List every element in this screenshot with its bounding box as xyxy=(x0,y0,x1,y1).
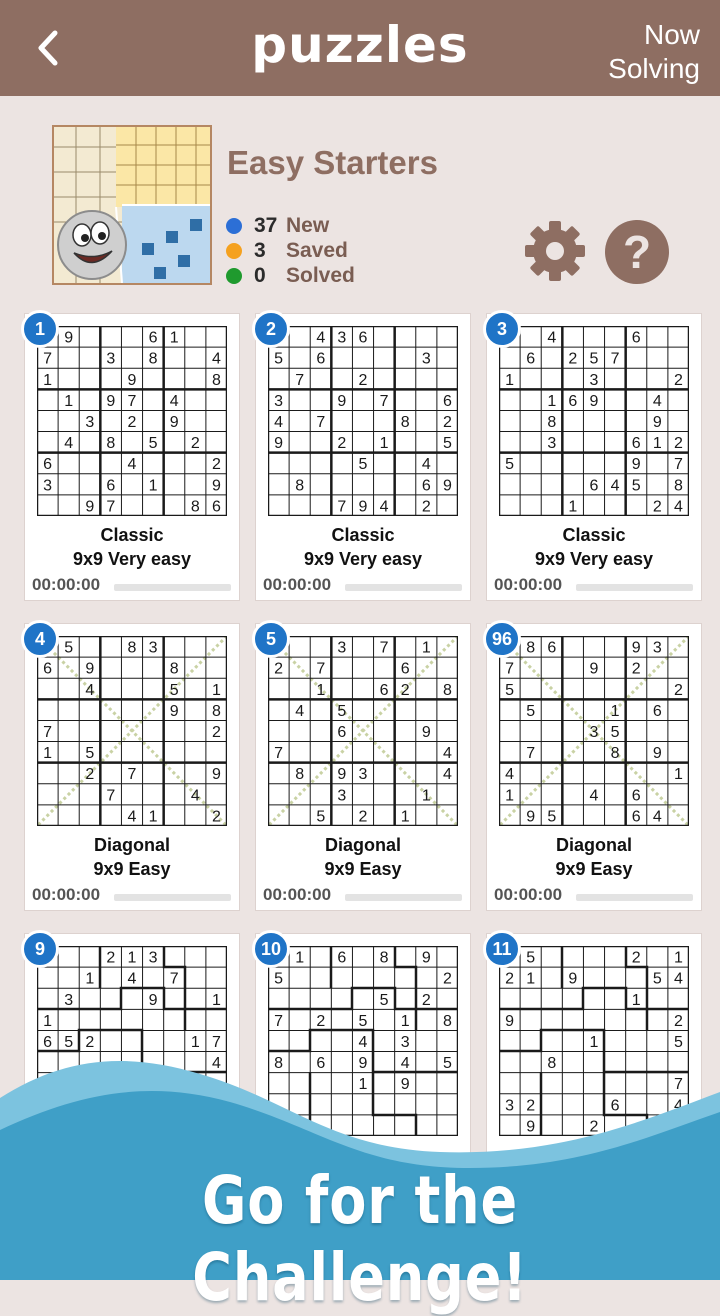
given-digit: 3 xyxy=(43,477,53,495)
given-digit: 9 xyxy=(274,435,284,453)
given-digit: 7 xyxy=(673,1076,683,1094)
given-digit: 6 xyxy=(631,808,641,826)
given-digit: 7 xyxy=(274,745,284,763)
given-digit: 6 xyxy=(316,1055,326,1073)
given-digit: 8 xyxy=(442,681,452,699)
given-digit: 8 xyxy=(148,350,158,368)
given-digit: 5 xyxy=(526,949,536,967)
given-digit: 1 xyxy=(295,949,305,967)
given-digit: 9 xyxy=(211,477,221,495)
given-digit: 5 xyxy=(358,1012,368,1030)
given-digit: 6 xyxy=(337,724,347,741)
given-digit: 3 xyxy=(652,639,662,657)
given-digit: 1 xyxy=(316,681,326,699)
given-digit: 2 xyxy=(505,970,515,988)
given-digit: 3 xyxy=(106,350,116,368)
given-digit: 4 xyxy=(400,1055,410,1073)
given-digit: 1 xyxy=(127,949,137,967)
given-digit: 8 xyxy=(169,660,179,678)
given-digit: 9 xyxy=(652,414,662,431)
given-digit: 3 xyxy=(547,435,557,453)
given-digit: 6 xyxy=(568,392,578,410)
given-digit: 8 xyxy=(127,639,137,657)
given-digit: 5 xyxy=(526,702,536,720)
puzzle-card[interactable] xyxy=(25,314,239,600)
given-digit: 1 xyxy=(85,970,95,988)
given-digit: 7 xyxy=(316,660,326,678)
given-digit: 7 xyxy=(673,456,683,474)
given-digit: 4 xyxy=(610,477,620,495)
given-digit: 4 xyxy=(274,414,284,431)
now-solving-line2: Solving xyxy=(608,53,700,84)
given-digit: 4 xyxy=(211,1055,221,1073)
given-digit: 5 xyxy=(652,970,662,988)
given-digit: 7 xyxy=(379,392,389,410)
given-digit: 5 xyxy=(337,702,347,720)
given-digit: 8 xyxy=(547,414,557,431)
given-digit: 9 xyxy=(442,477,452,495)
given-digit: 4 xyxy=(295,702,305,720)
puzzle-level: 9x9 Very easy xyxy=(72,549,192,569)
given-digit: 3 xyxy=(274,392,284,410)
given-digit: 4 xyxy=(316,329,326,347)
given-digit: 5 xyxy=(610,724,620,741)
given-digit: 3 xyxy=(337,329,347,347)
puzzle-card[interactable] xyxy=(25,624,239,910)
given-digit: 9 xyxy=(358,498,368,516)
given-digit: 4 xyxy=(379,498,389,516)
given-digit: 2 xyxy=(85,766,95,784)
given-digit: 9 xyxy=(589,660,599,678)
given-digit: 9 xyxy=(106,392,116,410)
given-digit: 5 xyxy=(148,435,158,453)
given-digit: 2 xyxy=(652,498,662,516)
given-digit: 5 xyxy=(442,1055,452,1073)
given-digit: 6 xyxy=(379,681,389,699)
puzzle-number-badge: 5 xyxy=(252,620,290,658)
given-digit: 7 xyxy=(43,724,53,741)
given-digit: 2 xyxy=(673,435,683,453)
given-digit: 9 xyxy=(148,991,158,1009)
given-digit: 8 xyxy=(442,1012,452,1030)
puzzle-number-badge: 96 xyxy=(483,620,521,658)
collection-stats xyxy=(226,213,355,288)
given-digit: 7 xyxy=(274,1012,284,1030)
given-digit: 9 xyxy=(64,329,74,347)
given-digit: 7 xyxy=(505,660,515,678)
given-digit: 4 xyxy=(442,766,452,784)
given-digit: 6 xyxy=(106,477,116,495)
puzzle-type: Diagonal xyxy=(555,835,632,855)
given-digit: 9 xyxy=(526,808,536,826)
given-digit: 2 xyxy=(421,498,431,516)
puzzle-progress-bar xyxy=(114,894,231,901)
given-digit: 3 xyxy=(148,949,158,967)
given-digit: 7 xyxy=(106,498,116,516)
puzzle-grid-preview xyxy=(268,636,458,826)
puzzle-level: 9x9 Easy xyxy=(555,859,633,879)
given-digit: 9 xyxy=(568,970,578,988)
given-digit: 3 xyxy=(337,639,347,657)
given-digit: 5 xyxy=(379,991,389,1009)
given-digit: 1 xyxy=(43,371,53,389)
given-digit: 7 xyxy=(106,787,116,805)
top-bar xyxy=(0,0,720,96)
stat-new: 37 New xyxy=(226,213,355,238)
given-digit: 3 xyxy=(337,787,347,805)
given-digit: 1 xyxy=(211,991,221,1009)
given-digit: 7 xyxy=(127,392,137,410)
given-digit: 1 xyxy=(148,477,158,495)
given-digit: 3 xyxy=(64,991,74,1009)
given-digit: 4 xyxy=(190,787,200,805)
given-digit: 5 xyxy=(274,970,284,988)
puzzle-progress-bar xyxy=(114,584,231,591)
puzzle-timer: 00:00:00 xyxy=(32,575,101,594)
given-digit: 5 xyxy=(505,681,515,699)
given-digit: 5 xyxy=(547,808,557,826)
given-digit: 1 xyxy=(64,392,74,410)
given-digit: 3 xyxy=(358,766,368,784)
given-digit: 9 xyxy=(421,949,431,967)
gear-icon xyxy=(522,218,588,284)
given-digit: 1 xyxy=(568,498,578,516)
given-digit: 4 xyxy=(652,392,662,410)
given-digit: 9 xyxy=(169,414,179,431)
given-digit: 1 xyxy=(379,435,389,453)
puzzle-level: 9x9 Easy xyxy=(324,859,402,879)
given-digit: 6 xyxy=(43,456,53,474)
given-digit: 6 xyxy=(589,477,599,495)
given-digit: 4 xyxy=(547,329,557,347)
given-digit: 8 xyxy=(274,1055,284,1073)
given-digit: 1 xyxy=(505,371,515,389)
given-digit: 8 xyxy=(547,1055,557,1073)
given-digit: 7 xyxy=(337,498,347,516)
given-digit: 2 xyxy=(337,435,347,453)
given-digit: 1 xyxy=(169,329,179,347)
given-digit: 7 xyxy=(379,639,389,657)
given-digit: 4 xyxy=(85,681,95,699)
given-digit: 9 xyxy=(85,498,95,516)
given-digit: 1 xyxy=(673,949,683,967)
puzzle-card[interactable] xyxy=(256,314,470,600)
puzzle-grid-preview xyxy=(37,326,227,516)
puzzle-level: 9x9 Easy xyxy=(93,859,171,879)
now-solving-button[interactable] xyxy=(590,18,700,86)
given-digit: 9 xyxy=(85,660,95,678)
puzzle-level: 9x9 Very easy xyxy=(303,549,423,569)
puzzle-number-badge: 10 xyxy=(252,930,290,968)
given-digit: 4 xyxy=(358,1034,368,1051)
given-digit: 1 xyxy=(43,745,53,763)
given-digit: 9 xyxy=(127,371,137,389)
banner-text: Go for the Challenge! xyxy=(192,1162,528,1316)
app-title: puzzles xyxy=(251,16,469,74)
given-digit: 1 xyxy=(211,681,221,699)
given-digit: 5 xyxy=(169,681,179,699)
given-digit: 4 xyxy=(442,745,452,763)
puzzle-level: 9x9 Very easy xyxy=(534,549,654,569)
given-digit: 4 xyxy=(421,456,431,474)
given-digit: 6 xyxy=(610,1097,620,1115)
given-digit: 8 xyxy=(400,414,410,431)
given-digit: 8 xyxy=(211,702,221,720)
given-digit: 2 xyxy=(274,660,284,678)
given-digit: 6 xyxy=(43,1034,53,1051)
given-digit: 9 xyxy=(589,392,599,410)
given-digit: 7 xyxy=(316,414,326,431)
given-digit: 5 xyxy=(505,456,515,474)
given-digit: 9 xyxy=(358,1055,368,1073)
given-digit: 1 xyxy=(148,808,158,826)
puzzle-timer: 00:00:00 xyxy=(32,885,101,904)
puzzle-timer: 00:00:00 xyxy=(494,885,563,904)
given-digit: 9 xyxy=(421,724,431,741)
given-digit: 6 xyxy=(400,660,410,678)
puzzle-type: Classic xyxy=(100,525,164,545)
given-digit: 8 xyxy=(610,745,620,763)
puzzle-progress-bar xyxy=(576,894,693,901)
given-digit: 7 xyxy=(127,766,137,784)
given-digit: 8 xyxy=(106,435,116,453)
given-digit: 8 xyxy=(526,639,536,657)
given-digit: 7 xyxy=(526,745,536,763)
collection-thumbnail xyxy=(52,125,212,285)
puzzle-grid-preview xyxy=(268,326,458,516)
given-digit: 9 xyxy=(337,766,347,784)
given-digit: 8 xyxy=(295,477,305,495)
given-digit: 2 xyxy=(85,1034,95,1051)
puzzle-number-badge: 9 xyxy=(21,930,59,968)
given-digit: 9 xyxy=(652,745,662,763)
given-digit: 2 xyxy=(190,435,200,453)
given-digit: 9 xyxy=(526,1118,536,1136)
given-digit: 2 xyxy=(400,681,410,699)
puzzle-timer: 00:00:00 xyxy=(263,885,332,904)
given-digit: 9 xyxy=(169,702,179,720)
given-digit: 5 xyxy=(85,745,95,763)
given-digit: 3 xyxy=(85,414,95,431)
given-digit: 2 xyxy=(442,970,452,988)
given-digit: 5 xyxy=(316,808,326,826)
given-digit: 9 xyxy=(505,1012,515,1030)
new-dot-icon xyxy=(226,218,242,234)
given-digit: 4 xyxy=(169,392,179,410)
given-digit: 3 xyxy=(589,724,599,741)
given-digit: 4 xyxy=(505,766,515,784)
given-digit: 6 xyxy=(547,639,557,657)
given-digit: 5 xyxy=(64,1034,74,1051)
help-button[interactable]: ? xyxy=(605,220,669,284)
puzzle-type: Classic xyxy=(562,525,626,545)
given-digit: 8 xyxy=(211,371,221,389)
given-digit: 5 xyxy=(673,1034,683,1051)
puzzle-card[interactable] xyxy=(487,624,701,910)
puzzle-timer: 00:00:00 xyxy=(263,575,332,594)
given-digit: 2 xyxy=(673,681,683,699)
given-digit: 4 xyxy=(127,808,137,826)
given-digit: 2 xyxy=(631,660,641,678)
puzzle-grid-preview xyxy=(499,636,689,826)
puzzle-type: Diagonal xyxy=(93,835,170,855)
given-digit: 9 xyxy=(400,1076,410,1094)
given-digit: 5 xyxy=(631,477,641,495)
puzzle-timer: 00:00:00 xyxy=(494,575,563,594)
saved-dot-icon xyxy=(226,243,242,259)
given-digit: 1 xyxy=(400,808,410,826)
given-digit: 7 xyxy=(211,1034,221,1051)
given-digit: 6 xyxy=(421,477,431,495)
puzzle-progress-bar xyxy=(345,894,462,901)
given-digit: 2 xyxy=(673,1012,683,1030)
given-digit: 8 xyxy=(190,498,200,516)
puzzle-progress-bar xyxy=(345,584,462,591)
given-digit: 4 xyxy=(673,1097,683,1115)
puzzle-number-badge: 3 xyxy=(483,310,521,348)
given-digit: 4 xyxy=(64,435,74,453)
given-digit: 1 xyxy=(589,1034,599,1051)
puzzle-progress-bar xyxy=(576,584,693,591)
given-digit: 4 xyxy=(127,456,137,474)
given-digit: 2 xyxy=(526,1097,536,1115)
given-digit: 6 xyxy=(631,787,641,805)
stat-solved: 0 Solved xyxy=(226,263,355,288)
given-digit: 7 xyxy=(610,350,620,368)
given-digit: 6 xyxy=(211,498,221,516)
puzzle-grid-preview xyxy=(499,326,689,516)
stat-saved: 3 Saved xyxy=(226,238,355,263)
given-digit: 5 xyxy=(64,639,74,657)
given-digit: 7 xyxy=(43,350,53,368)
given-digit: 1 xyxy=(673,766,683,784)
given-digit: 9 xyxy=(211,766,221,784)
given-digit: 1 xyxy=(505,787,515,805)
given-digit: 6 xyxy=(358,329,368,347)
given-digit: 1 xyxy=(190,1034,200,1051)
given-digit: 6 xyxy=(631,435,641,453)
given-digit: 4 xyxy=(673,970,683,988)
given-digit: 2 xyxy=(442,414,452,431)
given-digit: 2 xyxy=(589,1118,599,1136)
given-digit: 2 xyxy=(127,414,137,431)
given-digit: 9 xyxy=(631,456,641,474)
given-digit: 2 xyxy=(106,949,116,967)
puzzle-grid-preview xyxy=(37,636,227,826)
given-digit: 4 xyxy=(127,970,137,988)
puzzle-number-badge: 11 xyxy=(483,930,521,968)
puzzle-type: Classic xyxy=(331,525,395,545)
given-digit: 6 xyxy=(526,350,536,368)
given-digit: 1 xyxy=(631,991,641,1009)
given-digit: 4 xyxy=(673,498,683,516)
given-digit: 6 xyxy=(337,949,347,967)
given-digit: 4 xyxy=(652,808,662,826)
settings-button[interactable] xyxy=(522,218,588,284)
given-digit: 2 xyxy=(211,456,221,474)
given-digit: 8 xyxy=(295,766,305,784)
given-digit: 3 xyxy=(505,1097,515,1115)
given-digit: 5 xyxy=(274,350,284,368)
solved-dot-icon xyxy=(226,268,242,284)
given-digit: 2 xyxy=(568,350,578,368)
puzzle-type: Diagonal xyxy=(324,835,401,855)
given-digit: 4 xyxy=(589,787,599,805)
given-digit: 9 xyxy=(631,639,641,657)
now-solving-line1: Now xyxy=(643,19,700,50)
puzzle-number-badge: 4 xyxy=(21,620,59,658)
given-digit: 2 xyxy=(673,371,683,389)
given-digit: 3 xyxy=(400,1034,410,1051)
given-digit: 2 xyxy=(631,949,641,967)
puzzle-number-badge: 1 xyxy=(21,310,59,348)
given-digit: 1 xyxy=(358,1076,368,1094)
given-digit: 2 xyxy=(421,991,431,1009)
given-digit: 6 xyxy=(652,702,662,720)
puzzle-card[interactable] xyxy=(487,314,701,600)
given-digit: 3 xyxy=(421,350,431,368)
given-digit: 2 xyxy=(358,371,368,389)
given-digit: 6 xyxy=(148,329,158,347)
given-digit: 9 xyxy=(337,392,347,410)
given-digit: 1 xyxy=(421,639,431,657)
given-digit: 1 xyxy=(526,970,536,988)
given-digit: 6 xyxy=(43,660,53,678)
given-digit: 2 xyxy=(211,808,221,826)
given-digit: 1 xyxy=(400,1012,410,1030)
given-digit: 8 xyxy=(673,477,683,495)
given-digit: 3 xyxy=(589,371,599,389)
given-digit: 6 xyxy=(442,392,452,410)
given-digit: 8 xyxy=(379,949,389,967)
puzzle-number-badge: 2 xyxy=(252,310,290,348)
given-digit: 3 xyxy=(148,639,158,657)
given-digit: 4 xyxy=(211,350,221,368)
given-digit: 1 xyxy=(610,702,620,720)
given-digit: 2 xyxy=(316,1012,326,1030)
given-digit: 5 xyxy=(442,435,452,453)
given-digit: 2 xyxy=(211,724,221,741)
given-digit: 7 xyxy=(169,970,179,988)
given-digit: 1 xyxy=(43,1012,53,1030)
puzzle-card[interactable] xyxy=(256,624,470,910)
given-digit: 2 xyxy=(358,808,368,826)
given-digit: 1 xyxy=(421,787,431,805)
given-digit: 6 xyxy=(316,350,326,368)
given-digit: 7 xyxy=(295,371,305,389)
given-digit: 5 xyxy=(589,350,599,368)
given-digit: 5 xyxy=(358,456,368,474)
given-digit: 1 xyxy=(652,435,662,453)
given-digit: 1 xyxy=(547,392,557,410)
collection-name: Easy Starters xyxy=(227,144,438,181)
given-digit: 6 xyxy=(631,329,641,347)
